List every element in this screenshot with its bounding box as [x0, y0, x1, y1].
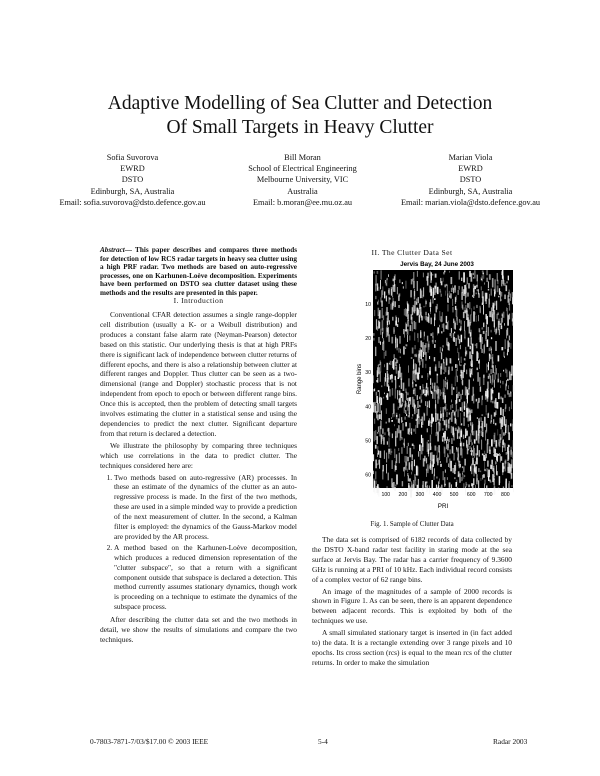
x-tick-label: 300: [415, 492, 425, 498]
author-block-1: [45, 152, 220, 208]
x-tick-label: 100: [381, 492, 391, 498]
clutter-figure: [355, 258, 515, 510]
figure-caption: Fig. 1. Sample of Clutter Data: [370, 521, 454, 528]
author-name: Sofia Suvorova: [106, 153, 159, 162]
y-tick-label: 10: [365, 302, 371, 309]
technique-list: [100, 473, 297, 613]
figure-title: Jervis Bay, 24 June 2003: [400, 261, 474, 268]
footer-copyright: 0-7803-7871-7/03/$17.00 © 2003 IEEE: [90, 737, 209, 746]
footer-conference: Radar 2003: [493, 737, 528, 746]
author-city: Australia: [287, 186, 318, 196]
intro-paragraph-3: After describing the clutter data set and the two methods in detail, we show the results of simulations and compare the two techniques.: [100, 615, 297, 644]
intro-paragraph-2: We illustrate the philosophy by comparing three techniques which use correlations in the data to predict clutter. The techniques considered here are:: [100, 440, 297, 470]
y-tick-label: 40: [365, 404, 371, 411]
title-line-1: Adaptive Modelling of Sea Clutter and Detection: [107, 93, 493, 114]
y-tick-label: 20: [365, 336, 371, 343]
author-name: Bill Moran: [284, 153, 321, 162]
y-tick-label: 60: [365, 472, 371, 479]
x-tick-label: 400: [432, 492, 442, 498]
title-line-2: Of Small Targets in Heavy Clutter: [166, 117, 434, 138]
author-email: Email: sofia.suvorova@dsto.defence.gov.au: [59, 197, 206, 207]
clutter-paragraph-2: An image of the magnitudes of a sample of 2000 records is shown in Figure 1. As can be seen, there is an apparent dependence between adjacent records. This is exploited by both of the techniques we use.: [312, 586, 512, 626]
y-tick-label: 30: [365, 370, 371, 377]
right-column-body: [312, 535, 512, 670]
author-email: Email: b.moran@ee.mu.oz.au: [252, 197, 353, 207]
intro-paragraph-1: Conventional CFAR detection assumes a single range-doppler cell distribution (usually a K- or a Weibull distribution) and produces a constant false alarm rate (Neyman-Pearson) detector based on this statistic. Our underlying thesis is that at high PRFs there is significant lack of independence between clutter returns of different epochs, and there is also a relationship between clutter at different ranges and Doppler. Thus clutter can be seen as a two-dimensional (range and Doppler) stochastic process that is not independent from epoch to epoch or between different range bins. Once this is accepted, then the problem of detecting small targets involves estimating the clutter in a statistical sense and using the dependencies to predict the next clutter. Significant departure from that return is declared a detection.: [100, 310, 297, 438]
figure-y-ticks: [365, 302, 371, 478]
author-org2: DSTO: [459, 175, 482, 185]
author-name: Marian Viola: [448, 153, 493, 162]
abstract-label: Abstract: [100, 246, 125, 254]
list-item: 1. Two methods based on auto-regressive (AR) processes. In these an estimate of the dynamics of the clutter as an auto-regressive process is made. In the first of the two methods, these are used in a simple minded way to provide a prediction of the next measurement of clutter. In the second, a Kalman filter is employed: the dynamics of the Gauss-Markov model are provided by the AR process.: [114, 473, 297, 542]
x-tick-label: 500: [449, 492, 459, 498]
figure-y-axis-label: Range bins: [357, 363, 363, 395]
abstract-text: — This paper describes and compares three methods for detection of low RCS radar targets in heavy sea clutter using a high PRF radar. Two methods are based on auto-regressive processes, one on Karhunen-Loève decomposition. Experiments have been performed on DSTO sea clutter dataset using these methods and the results are presented in this paper.: [100, 246, 297, 297]
figure-x-ticks: [381, 492, 509, 498]
author-city: Edinburgh, SA, Australia: [428, 186, 513, 196]
author-block-3: [378, 152, 563, 208]
author-block-2: [225, 152, 380, 208]
author-org: EWRD: [458, 164, 483, 174]
x-tick-label: 800: [500, 492, 510, 498]
author-org2: DSTO: [121, 175, 144, 185]
x-tick-label: 600: [466, 492, 476, 498]
list-item: 2. A method based on the Karhunen-Loève decomposition, which produces a reduced dimension representation of the "clutter subspace", so that a return with a significant component outside that subspace is declared a detection. This method currently assumes stationary dynamics, though work is proceeding on a technique to estimate the dynamics of the subspace process.: [114, 543, 297, 612]
clutter-paragraph-3: A small simulated stationary target is inserted in (in fact added to) the data. It is a rectangle extending over 3 range pixels and 10 epochs. Its cross section (rcs) is equal to the mean rcs of the clutter returns. In order to make the simulation: [312, 628, 512, 667]
clutter-paragraph-1: The data set is comprised of 6182 records of data collected by the DSTO X-band radar test facility in staring mode at the sea surface at Jervis Bay. The radar has a carrier frequency of 9.3600 GHz is running at a PRI of 10 kHz. Each individual record consists of a complex vector of 62 range bins.: [312, 535, 512, 584]
left-column-body: [100, 310, 297, 647]
abstract: [100, 246, 297, 298]
x-tick-label: 200: [398, 492, 408, 498]
x-tick-label: 700: [483, 492, 493, 498]
author-city: Edinburgh, SA, Australia: [90, 186, 175, 196]
paper-title: [40, 92, 560, 140]
author-org: School of Electrical Engineering: [248, 164, 357, 174]
author-org: EWRD: [120, 164, 145, 174]
author-org2: Melbourne University, VIC: [256, 175, 349, 185]
footer-page-number: 5-4: [318, 737, 328, 746]
section-heading-clutter-data: II. The Clutter Data Set: [371, 248, 453, 257]
author-email: Email: marian.viola@dsto.defence.gov.au: [400, 197, 541, 207]
figure-x-axis-label: PRI: [437, 503, 449, 510]
section-heading-introduction: I. Introduction: [173, 296, 224, 305]
y-tick-label: 50: [365, 438, 371, 445]
